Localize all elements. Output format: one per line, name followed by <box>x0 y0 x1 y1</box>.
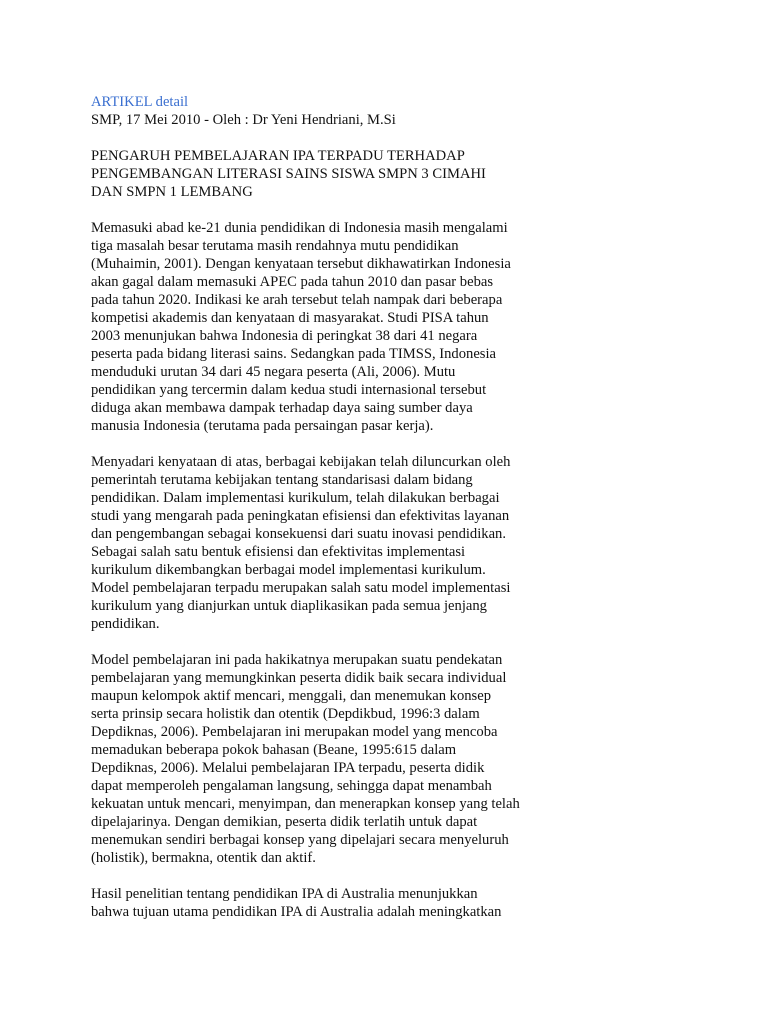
text-line: dan pengembangan sebagai konsekuensi dari suatu inovasi pendidikan. <box>91 526 507 542</box>
article-title <box>91 147 541 201</box>
text-line: memadukan beberapa pokok bahasan (Beane, 1995:615 dalam <box>91 742 457 758</box>
text-line: pemerintah terutama kebijakan tentang standarisasi dalam bidang <box>91 472 473 488</box>
text-line: pendidikan. <box>91 616 160 632</box>
title-line: PENGARUH PEMBELAJARAN IPA TERPADU TERHADAP <box>91 148 465 164</box>
text-line: Depdiknas, 2006). Pembelajaran ini merupakan model yang mencoba <box>91 724 498 740</box>
text-line: Depdiknas, 2006). Melalui pembelajaran IPA terpadu, peserta didik <box>91 760 485 776</box>
text-line: manusia Indonesia (terutama pada persaingan pasar kerja). <box>91 418 434 434</box>
text-line: kompetisi akademis dan kenyataan di masyarakat. Studi PISA tahun <box>91 310 489 326</box>
text-line: akan gagal dalam memasuki APEC pada tahun 2010 dan pasar bebas <box>91 274 494 290</box>
paragraph-1 <box>91 219 541 435</box>
text-line: pendidikan yang tercermin dalam kedua studi internasional tersebut <box>91 382 487 398</box>
text-line: studi yang mengarah pada peningkatan efisiensi dan efektivitas layanan <box>91 508 510 524</box>
text-line: Model pembelajaran terpadu merupakan salah satu model implementasi <box>91 580 511 596</box>
text-line: Memasuki abad ke-21 dunia pendidikan di Indonesia masih mengalami <box>91 220 508 236</box>
article-meta: SMP, 17 Mei 2010 - Oleh : Dr Yeni Hendriani, M.Si <box>91 112 396 128</box>
text-line: kekuatan untuk mencari, menyimpan, dan menerapkan konsep yang telah <box>91 796 520 812</box>
text-line: serta prinsip secara holistik dan otentik (Depdikbud, 1996:3 dalam <box>91 706 480 722</box>
text-line: bahwa tujuan utama pendidikan IPA di Australia adalah meningkatkan <box>91 904 502 920</box>
title-line: PENGEMBANGAN LITERASI SAINS SISWA SMPN 3 CIMAHI <box>91 166 486 182</box>
text-line: pendidikan. Dalam implementasi kurikulum, telah dilakukan berbagai <box>91 490 500 506</box>
paragraph-2 <box>91 453 541 633</box>
artikel-detail-link[interactable]: ARTIKEL detail <box>91 94 189 110</box>
text-line: Menyadari kenyataan di atas, berbagai kebijakan telah diluncurkan oleh <box>91 454 511 470</box>
paragraph-4 <box>91 885 541 921</box>
title-line: DAN SMPN 1 LEMBANG <box>91 184 253 200</box>
text-line: diduga akan membawa dampak terhadap daya saing sumber daya <box>91 400 473 416</box>
text-line: dipelajarinya. Dengan demikian, peserta didik terlatih untuk dapat <box>91 814 478 830</box>
article-page <box>91 93 541 921</box>
paragraph-3 <box>91 651 541 867</box>
text-line: (holistik), bermakna, otentik dan aktif. <box>91 850 316 866</box>
text-line: tiga masalah besar terutama masih rendahnya mutu pendidikan <box>91 238 459 254</box>
text-line: menemukan sendiri berbagai konsep yang dipelajari secara menyeluruh <box>91 832 509 848</box>
text-line: peserta pada bidang literasi sains. Sedangkan pada TIMSS, Indonesia <box>91 346 497 362</box>
text-line: kurikulum dikembangkan berbagai model implementasi kurikulum. <box>91 562 486 578</box>
text-line: dapat memperoleh pengalaman langsung, sehingga dapat menambah <box>91 778 492 794</box>
text-line: Sebagai salah satu bentuk efisiensi dan efektivitas implementasi <box>91 544 466 560</box>
text-line: pembelajaran yang memungkinkan peserta didik baik secara individual <box>91 670 507 686</box>
text-line: maupun kelompok aktif mencari, menggali, dan menemukan konsep <box>91 688 492 704</box>
text-line: Hasil penelitian tentang pendidikan IPA di Australia menunjukkan <box>91 886 478 902</box>
text-line: 2003 menunjukan bahwa Indonesia di peringkat 38 dari 41 negara <box>91 328 478 344</box>
text-line: pada tahun 2020. Indikasi ke arah tersebut telah nampak dari beberapa <box>91 292 503 308</box>
text-line: (Muhaimin, 2001). Dengan kenyataan tersebut dikhawatirkan Indonesia <box>91 256 511 272</box>
text-line: Model pembelajaran ini pada hakikatnya merupakan suatu pendekatan <box>91 652 503 668</box>
text-line: kurikulum yang dianjurkan untuk diaplikasikan pada semua jenjang <box>91 598 487 614</box>
text-line: menduduki urutan 34 dari 45 negara peserta (Ali, 2006). Mutu <box>91 364 456 380</box>
